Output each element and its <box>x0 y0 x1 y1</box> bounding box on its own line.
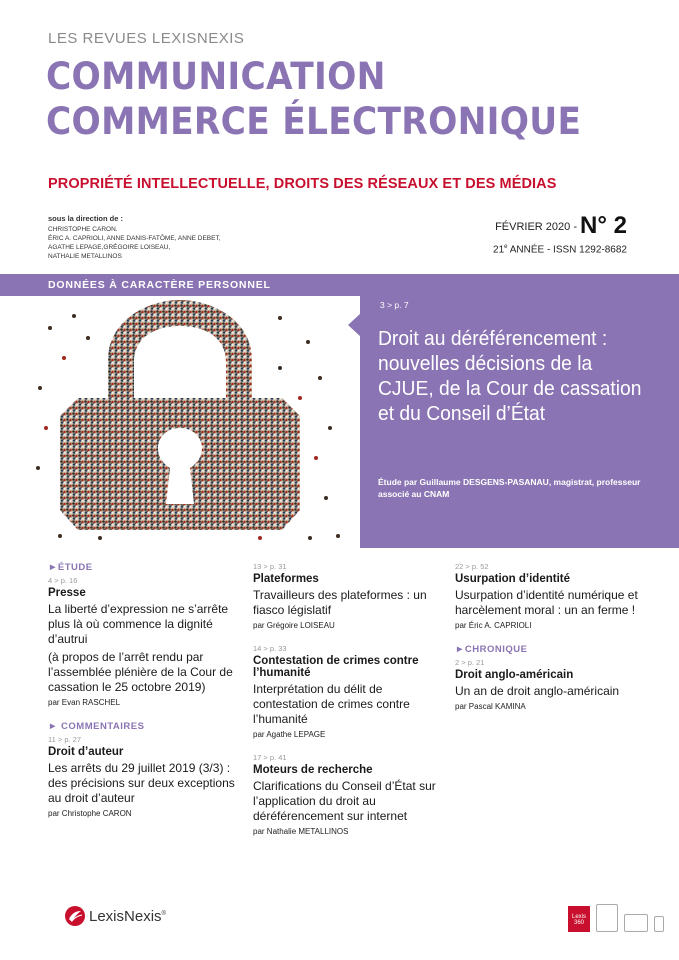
digital-access-badges <box>568 904 664 932</box>
article-reference: 14 > p. 33 <box>253 644 287 653</box>
editorial-direction <box>48 214 221 261</box>
section-heading-etude: ►ÉTUDE <box>48 562 93 573</box>
feature-title[interactable]: Droit au déréférencement : nouvelles décisions de la CJUE, de la Cour de cassation et du Conseil d’État <box>378 327 642 425</box>
journal-title-line2: COMMERCE ÉLECTRONIQUE <box>46 100 582 143</box>
article-author: par Christophe CARON <box>48 809 132 818</box>
laptop-icon <box>624 914 648 932</box>
feature-author: Étude par Guillaume DESGENS-PASANAU, magistrat, professeur associé au CNAM <box>378 477 641 499</box>
article-author: par Evan RASCHEL <box>48 698 121 707</box>
issue-info <box>493 212 627 255</box>
article-title: Les arrêts du 29 juillet 2019 (3/3) : des précisions sur deux exceptions au droit d’auteur <box>48 761 235 805</box>
article-reference: 4 > p. 16 <box>48 576 78 585</box>
feature-topic: DONNÉES À CARACTÈRE PERSONNEL <box>0 274 360 296</box>
article-rubric: Droit anglo-américain <box>455 669 574 681</box>
article-author: par Agathe LEPAGE <box>253 730 326 739</box>
article-rubric: Plateformes <box>253 573 319 585</box>
article-author: par Pascal KAMINA <box>455 702 526 711</box>
article-title: Clarifications du Conseil d’État sur l’application du droit au déréférencement sur internet <box>253 779 436 823</box>
article-author: par Éric A. CAPRIOLI <box>455 621 532 630</box>
section-heading-chronique: ►CHRONIQUE <box>455 644 528 655</box>
lexisnexis-logo <box>64 905 166 927</box>
lexis360-badge: Lexis 360 <box>568 906 590 932</box>
direction-name: CHRISTOPHE CARON. <box>48 226 118 233</box>
smartphone-icon <box>654 916 664 932</box>
series-label: LES REVUES LEXISNEXIS <box>48 30 245 47</box>
article-reference: 22 > p. 52 <box>455 562 489 571</box>
feature-reference: 3 > p. 7 <box>380 300 409 310</box>
contents-column-2 <box>253 562 443 850</box>
issue-date: FÉVRIER 2020 - <box>495 221 577 233</box>
article-presse[interactable] <box>48 576 248 707</box>
article-anglo[interactable] <box>455 658 640 711</box>
article-rubric: Presse <box>48 587 86 599</box>
padlock-icon <box>30 298 348 544</box>
article-rubric: Moteurs de recherche <box>253 764 373 776</box>
article-reference: 17 > p. 41 <box>253 753 287 762</box>
issue-number: N° 2 <box>580 212 627 239</box>
article-reference: 13 > p. 31 <box>253 562 287 571</box>
journal-subtitle: PROPRIÉTÉ INTELLECTUELLE, DROITS DES RÉSEAUX ET DES MÉDIAS <box>48 176 557 192</box>
lexisnexis-emblem-icon <box>64 905 86 927</box>
article-title: Travailleurs des plateformes : un fiasco législatif <box>253 588 427 617</box>
article-title: Usurpation d’identité numérique et harcèlement moral : un an ferme ! <box>455 588 638 617</box>
article-rubric: Usurpation d’identité <box>455 573 570 585</box>
tablet-icon <box>596 904 618 932</box>
contents-column-3 <box>455 562 640 725</box>
lexisnexis-wordmark: LexisNexis® <box>89 907 166 925</box>
article-rubric: Droit d’auteur <box>48 746 124 758</box>
direction-name: AGATHE LEPAGE,GRÉGOIRE LOISEAU, <box>48 244 171 251</box>
article-rubric: Contestation de crimes contre l’humanité <box>253 655 419 679</box>
direction-name: NATHALIE METALLINOS <box>48 253 122 260</box>
article-title: Interprétation du délit de contestation de crimes contre l’humanité <box>253 682 410 726</box>
article-author: par Nathalie METALLINOS <box>253 827 349 836</box>
article-author: par Grégoire LOISEAU <box>253 621 335 630</box>
article-reference: 11 > p. 27 <box>48 735 82 744</box>
article-usurpation[interactable] <box>455 562 640 630</box>
feature-panel-notch <box>348 313 361 337</box>
article-reference: 2 > p. 21 <box>455 658 485 667</box>
journal-title-line1: COMMUNICATION <box>46 55 386 98</box>
issue-year: 21e ANNÉE - ISSN 1292-8682 <box>493 244 627 256</box>
contents-column-1 <box>48 562 248 832</box>
direction-name: ÉRIC A. CAPRIOLI, ANNE DANIS-FATÔME, ANNE DEBET, <box>48 235 221 242</box>
direction-label: sous la direction de : <box>48 214 124 223</box>
article-moteurs[interactable] <box>253 753 443 836</box>
journal-title <box>46 54 581 144</box>
article-title: Un an de droit anglo-américain <box>455 684 620 698</box>
article-plateformes[interactable] <box>253 562 443 630</box>
article-title: La liberté d’expression ne s’arrête plus là où commence la dignité d’autrui <box>48 602 229 646</box>
padlock-crowd-illustration <box>30 298 348 544</box>
article-droit-auteur[interactable] <box>48 735 248 818</box>
article-contestation[interactable] <box>253 644 443 739</box>
article-subtitle: (à propos de l’arrêt rendu par l’assemblée plénière de la Cour de cassation le 25 octobre 2019) <box>48 650 233 694</box>
section-heading-commentaires: ► COMMENTAIRES <box>48 721 145 732</box>
